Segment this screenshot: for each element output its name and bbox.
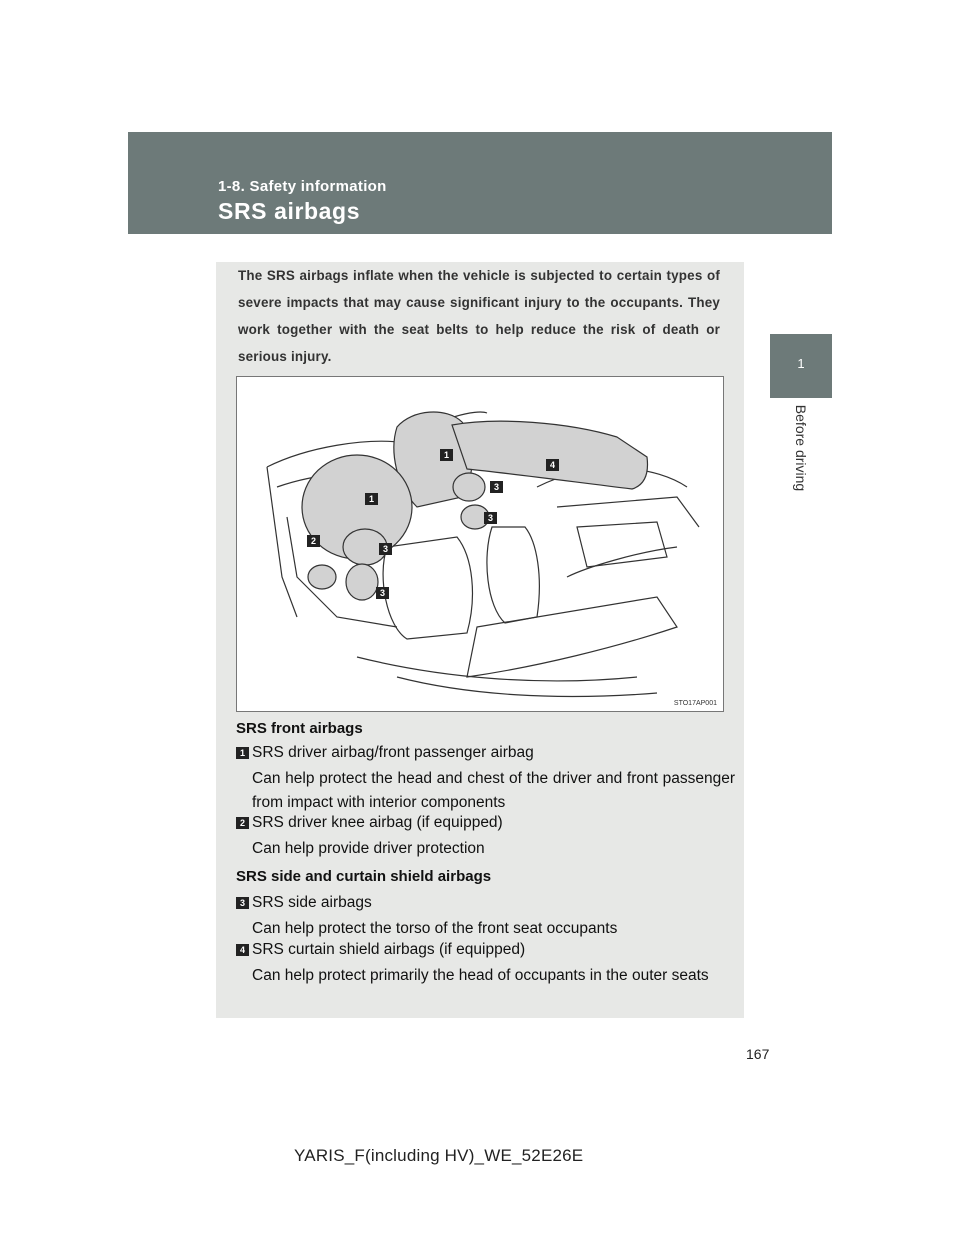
item-description: Can help provide driver protection [252,840,485,857]
footer-code: YARIS_F(including HV)_WE_52E26E [294,1146,584,1165]
item-description: Can help protect the torso of the front seat occupants [252,920,618,937]
item-description: Can help protect the head and chest of the driver and front passenger from impact with interior components [252,770,735,811]
item-badge: 2 [236,817,249,829]
page-number: 167 [746,1046,770,1062]
item-title: SRS side airbags [252,894,372,911]
callout-badge: 3 [379,543,392,555]
item-title: SRS curtain shield airbags (if equipped) [252,941,526,958]
item-description: Can help protect primarily the head of occupants in the outer seats [252,967,709,984]
callout-badge: 1 [440,449,453,461]
section-label: 1-8. Safety information [218,178,387,195]
section-heading: SRS front airbags [236,720,363,737]
page-title: SRS airbags [218,198,361,224]
section-header [128,132,832,234]
chapter-tab [770,334,832,398]
figure-code: STO17AP001 [673,700,717,707]
item-badge: 1 [236,747,249,759]
callout-badge: 4 [546,459,559,471]
callout-badge: 3 [376,587,389,599]
airbag-illustration [236,376,724,712]
callout-badge: 3 [490,481,503,493]
intro-text: The SRS airbags inflate when the vehicle is subjected to certain types of severe impacts that may cause significant injury to the occupants. They work together with the seat belts to help reduce the risk of death or serious injury. [238,268,720,364]
item-badge: 3 [236,897,249,909]
item-title: SRS driver knee airbag (if equipped) [252,814,503,831]
content-box [216,262,744,1018]
callout-badge: 2 [307,535,320,547]
callout-badge: 1 [365,493,378,505]
item-badge: 4 [236,944,249,956]
callout-badge: 3 [484,512,497,524]
item-title: SRS driver airbag/front passenger airbag [252,744,534,761]
chapter-number: 1 [797,356,805,371]
chapter-label: Before driving [793,404,809,492]
section-heading: SRS side and curtain shield airbags [236,868,492,885]
